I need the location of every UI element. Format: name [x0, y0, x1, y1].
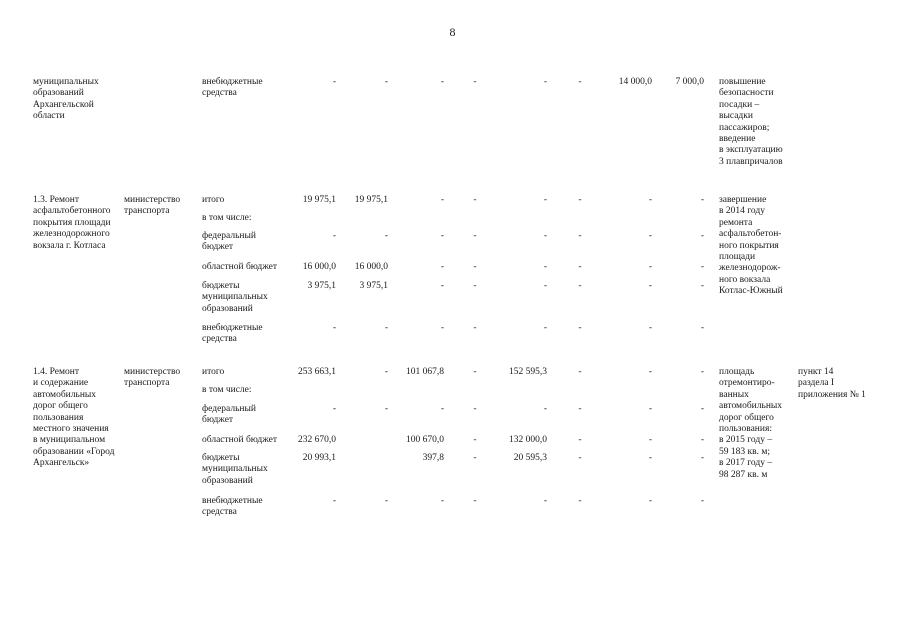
amount-cell-v3: -	[440, 77, 444, 87]
amount-cell-v4: -	[473, 231, 477, 241]
executor-cell: министерство	[124, 367, 181, 377]
result-cell: отремонтиро-	[719, 378, 775, 389]
result-cell: безопасности	[719, 88, 774, 99]
amount-cell-v3: -	[440, 195, 444, 205]
amount-cell-v3: 101 067,8	[406, 367, 444, 377]
amount-cell-v8: -	[700, 231, 704, 241]
organization-cell: образований	[33, 88, 84, 99]
activity-title: Архангельск»	[33, 458, 90, 469]
funding-source-label: федеральный	[202, 231, 256, 241]
result-cell: ванных	[719, 389, 749, 400]
amount-cell-v4: -	[473, 195, 477, 205]
amount-cell-v4: -	[473, 281, 477, 291]
result-cell: в эксплуатацию	[719, 145, 783, 156]
amount-cell-v2: -	[384, 496, 388, 506]
activity-title: покрытия площади	[33, 217, 111, 228]
funding-source-label: муниципальных	[202, 292, 268, 303]
amount-cell-v5: 152 595,3	[509, 367, 547, 377]
amount-cell-v1: -	[332, 77, 336, 87]
amount-cell-v5: 20 595,3	[513, 453, 547, 463]
activity-title: образовании «Город	[33, 446, 115, 457]
amount-cell-v6: -	[578, 231, 582, 241]
activity-title: вокзала г. Котласа	[33, 240, 106, 251]
funding-source-label: областной бюджет	[202, 435, 278, 445]
amount-cell-v1: 253 663,1	[298, 367, 336, 377]
amount-cell-v8: -	[700, 404, 704, 414]
result-cell: повышение	[719, 77, 766, 87]
amount-cell-v7: -	[648, 231, 652, 241]
amount-cell-v7: -	[648, 281, 652, 291]
amount-cell-v4: -	[473, 496, 477, 506]
amount-cell-v8: -	[700, 435, 704, 445]
amount-cell-v6: -	[578, 496, 582, 506]
result-cell: пассажиров;	[719, 122, 770, 133]
result-cell: асфальтобетон-	[719, 229, 782, 240]
amount-cell-v2: -	[384, 231, 388, 241]
amount-cell-v2: -	[384, 77, 388, 87]
result-cell: пользования:	[719, 424, 772, 434]
amount-cell-v8: -	[700, 323, 704, 333]
amount-cell-v3: -	[440, 262, 444, 272]
amount-cell-v8: -	[700, 195, 704, 205]
amount-cell-v5: -	[543, 281, 547, 291]
reference-cell: приложения № 1	[798, 389, 866, 400]
result-cell: площади	[719, 252, 756, 262]
result-cell: ремонта	[719, 217, 753, 228]
page-number: 8	[449, 25, 456, 39]
organization-cell: области	[33, 111, 65, 122]
reference-cell: раздела I	[798, 378, 835, 389]
organization-cell: муниципальных	[33, 77, 99, 87]
organization-cell: Архангельской	[33, 99, 94, 110]
amount-cell-v2: -	[384, 367, 388, 377]
activity-title: железнодорожного	[33, 229, 110, 240]
amount-cell-v8: 7 000,0	[675, 77, 704, 87]
amount-cell-v1: -	[332, 323, 336, 333]
funding-source-label: бюджет	[202, 415, 234, 426]
amount-cell-v4: -	[473, 435, 477, 445]
amount-cell-v5: -	[543, 195, 547, 205]
amount-cell-v5: -	[543, 77, 547, 87]
amount-cell-v3: -	[440, 231, 444, 241]
amount-cell-v6: -	[578, 435, 582, 445]
amount-cell-v7: -	[648, 404, 652, 414]
amount-cell-v2: 16 000,0	[354, 262, 388, 272]
amount-cell-v1: 20 993,1	[302, 453, 336, 463]
funding-source-label: бюджеты	[202, 281, 240, 291]
amount-cell-v3: -	[440, 404, 444, 414]
amount-cell-v3: 397,8	[422, 453, 444, 463]
result-cell: Котлас-Южный	[719, 286, 783, 297]
result-cell: железнодорож-	[719, 263, 781, 274]
amount-cell-v4: -	[473, 367, 477, 377]
executor-cell: транспорта	[124, 378, 170, 389]
amount-cell-v6: -	[578, 404, 582, 414]
funding-source-label: средства	[202, 88, 237, 99]
result-cell: завершение	[719, 195, 767, 205]
amount-cell-v8: -	[700, 367, 704, 377]
funding-source-label: муниципальных	[202, 464, 268, 475]
result-cell: посадки –	[719, 99, 760, 110]
executor-cell: транспорта	[124, 206, 170, 217]
executor-cell: министерство	[124, 195, 181, 205]
result-cell: высадки	[719, 111, 753, 122]
funding-source-label: бюджет	[202, 242, 234, 253]
amount-cell-v8: -	[700, 262, 704, 272]
result-cell: ного вокзала	[719, 274, 771, 285]
amount-cell-v7: -	[648, 435, 652, 445]
activity-title: в муниципальном	[33, 435, 106, 446]
funding-source-label: бюджеты	[202, 453, 240, 463]
activity-title: автомобильных	[33, 389, 97, 400]
result-cell: в 2017 году –	[719, 458, 773, 469]
activity-title: местного значения	[33, 424, 109, 434]
amount-cell-v2: -	[384, 404, 388, 414]
result-cell: ного покрытия	[719, 240, 779, 251]
amount-cell-v5: -	[543, 231, 547, 241]
funding-source-label: федеральный	[202, 404, 256, 414]
funding-source-label: средства	[202, 334, 237, 345]
result-cell: 98 287 кв. м	[719, 469, 768, 480]
amount-cell-v7: -	[648, 323, 652, 333]
amount-cell-v5: -	[543, 404, 547, 414]
amount-cell-v6: -	[578, 262, 582, 272]
funding-source-label: образований	[202, 475, 253, 486]
funding-source-label: областной бюджет	[202, 262, 278, 272]
amount-cell-v5: -	[543, 496, 547, 506]
amount-cell-v5: -	[543, 262, 547, 272]
result-cell: 3 плавпричалов	[719, 156, 783, 167]
funding-source-label: итого	[202, 195, 225, 205]
funding-source-label: итого	[202, 367, 225, 377]
funding-source-label: в том числе:	[202, 385, 252, 395]
amount-cell-v8: -	[700, 496, 704, 506]
amount-cell-v3: -	[440, 496, 444, 506]
amount-cell-v1: 16 000,0	[302, 262, 336, 272]
amount-cell-v6: -	[578, 195, 582, 205]
amount-cell-v1: -	[332, 231, 336, 241]
amount-cell-v1: 232 670,0	[298, 435, 336, 445]
amount-cell-v2: -	[384, 323, 388, 333]
result-cell: дорог общего	[719, 412, 774, 423]
amount-cell-v6: -	[578, 453, 582, 463]
result-cell: автомобильных	[719, 401, 783, 412]
amount-cell-v2: 19 975,1	[354, 195, 388, 205]
amount-cell-v7: -	[648, 195, 652, 205]
amount-cell-v3: -	[440, 323, 444, 333]
activity-title: асфальтобетонного	[33, 206, 111, 217]
amount-cell-v1: 3 975,1	[307, 281, 336, 291]
amount-cell-v4: -	[473, 77, 477, 87]
funding-source-label: внебюджетные	[202, 496, 263, 506]
amount-cell-v7: -	[648, 496, 652, 506]
amount-cell-v3: -	[440, 281, 444, 291]
activity-title: 1.3. Ремонт	[33, 195, 79, 205]
amount-cell-v4: -	[473, 323, 477, 333]
amount-cell-v7: -	[648, 262, 652, 272]
result-cell: введение	[719, 134, 756, 144]
amount-cell-v4: -	[473, 453, 477, 463]
funding-source-label: образований	[202, 303, 253, 314]
amount-cell-v1: -	[332, 404, 336, 414]
amount-cell-v5: -	[543, 323, 547, 333]
result-cell: в 2015 году –	[719, 435, 773, 446]
amount-cell-v4: -	[473, 262, 477, 272]
activity-title: дорог общего	[33, 401, 88, 412]
amount-cell-v8: -	[700, 281, 704, 291]
activity-title: пользования	[33, 412, 84, 423]
amount-cell-v4: -	[473, 404, 477, 414]
amount-cell-v6: -	[578, 367, 582, 377]
amount-cell-v7: -	[648, 453, 652, 463]
amount-cell-v7: 14 000,0	[618, 77, 652, 87]
result-cell: 59 183 кв. м;	[719, 446, 771, 457]
amount-cell-v2: 3 975,1	[359, 281, 388, 291]
result-cell: площадь	[719, 367, 755, 377]
funding-source-label: в том числе:	[202, 213, 252, 223]
amount-cell-v5: 132 000,0	[509, 435, 547, 445]
reference-cell: пункт 14	[798, 367, 834, 377]
amount-cell-v8: -	[700, 453, 704, 463]
activity-title: и содержание	[33, 378, 89, 389]
amount-cell-v1: -	[332, 496, 336, 506]
activity-title: 1.4. Ремонт	[33, 367, 79, 377]
funding-source-label: внебюджетные	[202, 323, 263, 333]
amount-cell-v6: -	[578, 281, 582, 291]
amount-cell-v6: -	[578, 77, 582, 87]
funding-source-label: средства	[202, 507, 237, 518]
result-cell: в 2014 году	[719, 206, 765, 217]
amount-cell-v7: -	[648, 367, 652, 377]
amount-cell-v6: -	[578, 323, 582, 333]
amount-cell-v3: 100 670,0	[406, 435, 444, 445]
amount-cell-v1: 19 975,1	[302, 195, 336, 205]
funding-source-label: внебюджетные	[202, 77, 263, 87]
